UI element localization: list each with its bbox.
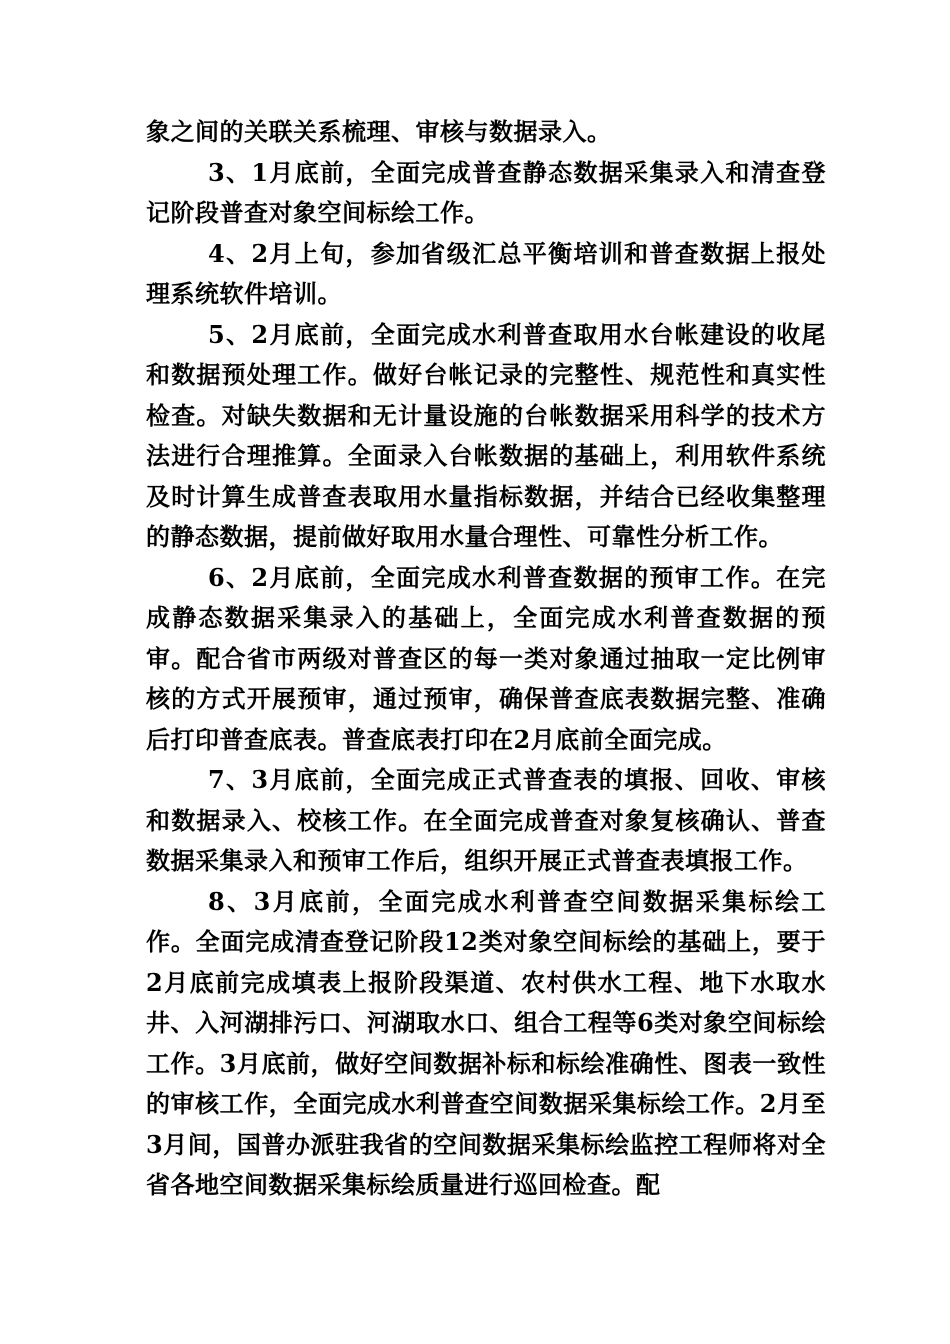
paragraph-item-4: 4、2月上旬，参加省级汇总平衡培训和普查数据上报处理系统软件培训。: [146, 238, 826, 308]
document-body: [146, 112, 826, 1206]
paragraph-item-7: 7、3月底前，全面完成正式普查表的填报、回收、审核和数据录入、校核工作。在全面完成普查对象复核确认、普查数据采集录入和预审工作后，组织开展正式普查表填报工作。: [146, 765, 826, 875]
paragraph-item-8: 8、3月底前，全面完成水利普查空间数据采集标绘工作。全面完成清查登记阶段12类对象空间标绘的基础上，要于2月底前完成填表上报阶段渠道、农村供水工程、地下水取水井、入河湖排污口、河湖取水口、组合工程等6类对象空间标绘工作。3月底前，做好空间数据补标和标绘准确性、图表一致性的审核工作，全面完成水利普查空间数据采集标绘工作。2月至3月间，国普办派驻我省的空间数据采集标绘监控工程师将对全省各地空间数据采集标绘质量进行巡回检查。配: [146, 886, 826, 1199]
paragraph-1: 象之间的关联关系梳理、审核与数据录入。: [146, 117, 612, 146]
paragraph-item-5: 5、2月底前，全面完成水利普查取用水台帐建设的收尾和数据预处理工作。做好台帐记录的完整性、规范性和真实性检查。对缺失数据和无计量设施的台帐数据采用科学的技术方法进行合理推算。全面录入台帐数据的基础上，利用软件系统及时计算生成普查表取用水量指标数据，并结合已经收集整理的静态数据，提前做好取用水量合理性、可靠性分析工作。: [146, 319, 826, 551]
paragraph-item-3: 3、1月底前，全面完成普查静态数据采集录入和清查登记阶段普查对象空间标绘工作。: [146, 157, 826, 227]
paragraph-item-6: 6、2月底前，全面完成水利普查数据的预审工作。在完成静态数据采集录入的基础上，全面完成水利普查数据的预审。配合省市两级对普查区的每一类对象通过抽取一定比例审核的方式开展预审，通过预审，确保普查底表数据完整、准确后打印普查底表。普查底表打印在2月底前全面完成。: [146, 562, 826, 754]
